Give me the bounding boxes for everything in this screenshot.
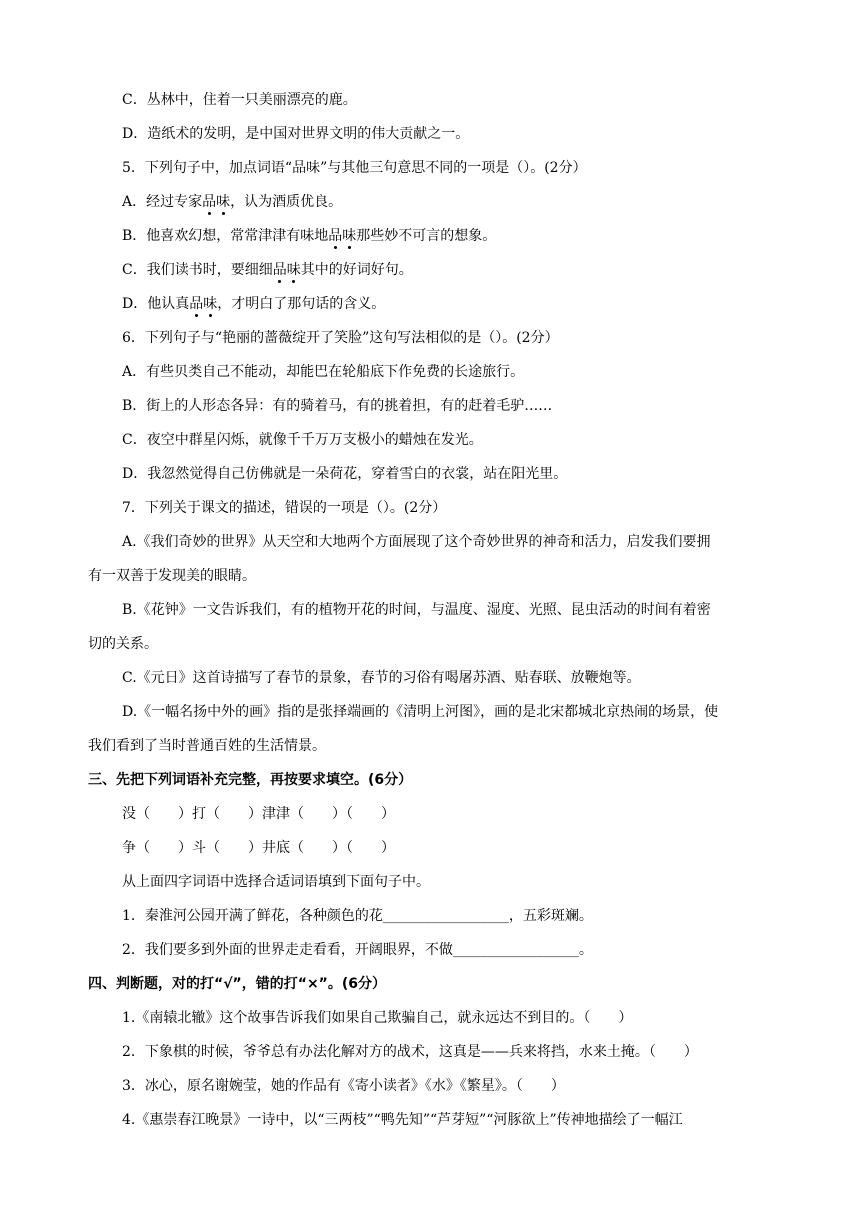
option-d-q6: D．我忽然觉得自己仿佛就是一朵荷花，穿着雪白的衣裳，站在阳光里。 [122, 466, 568, 482]
idiom-row-2: 争（ ）斗（ ）井底（ ）（ ） [122, 840, 395, 856]
dotted-char: 品 [189, 296, 204, 312]
text: A．经过专家 [122, 194, 203, 210]
option-b-q5 [0, 226, 860, 246]
option-d-q5 [0, 294, 860, 314]
judge-3: 3．冰心，原名谢婉莹，她的作品有《寄小读者》《水》《繁星》。（ ） [122, 1078, 565, 1094]
text: B．他喜欢幻想，常常津津有味地 [122, 228, 329, 244]
dotted-char: 味 [286, 262, 301, 278]
section-3-heading: 三、先把下列词语补充完整，再按要求填空。(6分） [88, 772, 413, 788]
option-d-q4: D．造纸术的发明，是中国对世界文明的伟大贡献之一。 [122, 126, 470, 142]
option-c-q5 [0, 260, 860, 280]
question-6: 6．下列句子与“艳丽的蔷薇绽开了笑脸”这句写法相似的是（）。(2分） [122, 330, 559, 346]
fill-blank-2: 2．我们要多到外面的世界走走看看，开阔眼界，不做__________________。 [122, 942, 593, 958]
question-7: 7．下列关于课文的描述，错误的一项是（）。(2分） [122, 500, 447, 516]
option-d-q7-cont: 我们看到了当时普通百姓的生活情景。 [88, 738, 326, 754]
fill-blank-1: 1．秦淮河公园开满了鲜花，各种颜色的花__________________，五彩斑斓。 [122, 908, 593, 924]
section-4-heading: 四、判断题，对的打“√”，错的打“×”。(6分） [88, 976, 387, 992]
dotted-char: 品 [272, 262, 287, 278]
dotted-char: 味 [342, 228, 357, 244]
idiom-row-1: 没（ ）打（ ）津津（ ）（ ） [122, 806, 395, 822]
judge-4: 4.《惠崇春江晚景》一诗中，以“三两枝”“鸭先知”“芦芽短”“河豚欲上”传神地描绘了一幅江 [122, 1112, 683, 1128]
option-d-q7: D.《一幅名扬中外的画》指的是张择端画的《清明上河图》，画的是北宋都城北京热闹的场景，使 [122, 704, 719, 720]
option-a-q5 [0, 192, 860, 212]
option-a-q7-cont: 有一双善于发现美的眼睛。 [88, 568, 256, 584]
question-5: 5．下列句子中，加点词语“品味”与其他三句意思不同的一项是（）。(2分） [122, 160, 587, 176]
judge-1: 1.《南辕北辙》这个故事告诉我们如果自己欺骗自己，就永远达不到目的。（ ） [122, 1010, 633, 1026]
text: D．他认真 [122, 296, 190, 312]
option-b-q7-cont: 切的关系。 [88, 636, 158, 652]
option-c-q6: C．夜空中群星闪烁，就像千千万万支极小的蜡烛在发光。 [122, 432, 483, 448]
text: ，才明白了那句话的含义。 [217, 296, 386, 312]
text: ，认为酒质优良。 [230, 194, 343, 210]
dotted-char: 品 [328, 228, 343, 244]
dotted-char: 品 [202, 194, 217, 210]
option-c-q7: C.《元日》这首诗描写了春节的景象，春节的习俗有喝屠苏酒、贴春联、放鞭炮等。 [122, 670, 641, 686]
option-b-q6: B．街上的人形态各异：有的骑着马，有的挑着担，有的赶着毛驴…… [122, 398, 553, 414]
judge-2: 2．下象棋的时候，爷爷总有办法化解对方的战术，这真是——兵来将挡，水来土掩。（ ） [122, 1044, 698, 1060]
instruction: 从上面四字词语中选择合适词语填到下面句子中。 [122, 874, 430, 890]
dotted-char: 味 [203, 296, 218, 312]
option-c-q4: C．丛林中，住着一只美丽漂亮的鹿。 [122, 92, 357, 108]
text: C．我们读书时，要细细 [122, 262, 273, 278]
option-a-q6: A．有些贝类自己不能动，却能巴在轮船底下作免费的长途旅行。 [122, 364, 525, 380]
text: 其中的好词好句。 [300, 262, 413, 278]
option-b-q7: B.《花钟》一文告诉我们，有的植物开花的时间，与温度、湿度、光照、昆虫活动的时间有着密 [122, 602, 711, 618]
dotted-char: 味 [216, 194, 231, 210]
text: 那些妙不可言的想象。 [356, 228, 497, 244]
option-a-q7: A.《我们奇妙的世界》从天空和大地两个方面展现了这个奇妙世界的神奇和活力，启发我们要拥 [122, 534, 711, 550]
